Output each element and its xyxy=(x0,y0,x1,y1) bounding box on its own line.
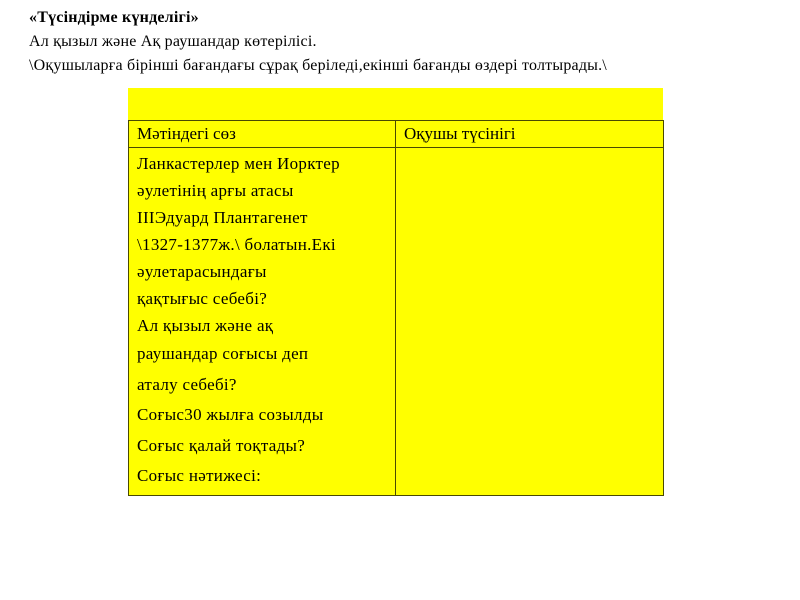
question-line: Соғыс нәтижесі: xyxy=(137,466,262,485)
column-header-word-in-text: Мәтіндегі сөз xyxy=(129,121,396,148)
yellow-worksheet-block xyxy=(128,88,663,496)
table-row xyxy=(129,148,664,496)
worksheet-instruction: \Оқушыларға бірінші бағандағы сұрақ беріледі,екінші бағанды өздері толтырады.\ xyxy=(29,57,607,74)
table-header-row xyxy=(129,121,664,148)
worksheet-subtitle: Ал қызыл және Ақ раушандар көтерілісі. xyxy=(29,33,317,50)
question-line: әулетарасындағы xyxy=(137,262,267,281)
question-line: Ал қызыл және ақ xyxy=(137,316,274,335)
question-line: раушандар соғысы деп xyxy=(137,344,309,363)
column-header-student-understanding: Оқушы түсінігі xyxy=(396,121,664,148)
question-line: қақтығыс себебі? xyxy=(137,289,268,308)
question-line: ІІІЭдуард Плантагенет xyxy=(137,208,308,227)
question-line: Соғыс қалай тоқтады? xyxy=(137,435,306,455)
student-answer-cell xyxy=(396,148,664,496)
question-line: \1327-1377ж.\ болатын.Екі xyxy=(137,235,336,254)
worksheet-title: «Түсіндірме күнделігі» xyxy=(29,9,199,26)
question-line: Соғыс30 жылға созылды xyxy=(137,405,324,424)
questions-cell xyxy=(129,148,396,496)
explanation-table xyxy=(128,120,664,496)
question-line: әулетінің арғы атасы xyxy=(137,181,294,200)
worksheet-header xyxy=(29,6,789,78)
question-line: Ланкастерлер мен Иорктер xyxy=(137,154,340,173)
question-line: аталу себебі? xyxy=(137,374,237,394)
